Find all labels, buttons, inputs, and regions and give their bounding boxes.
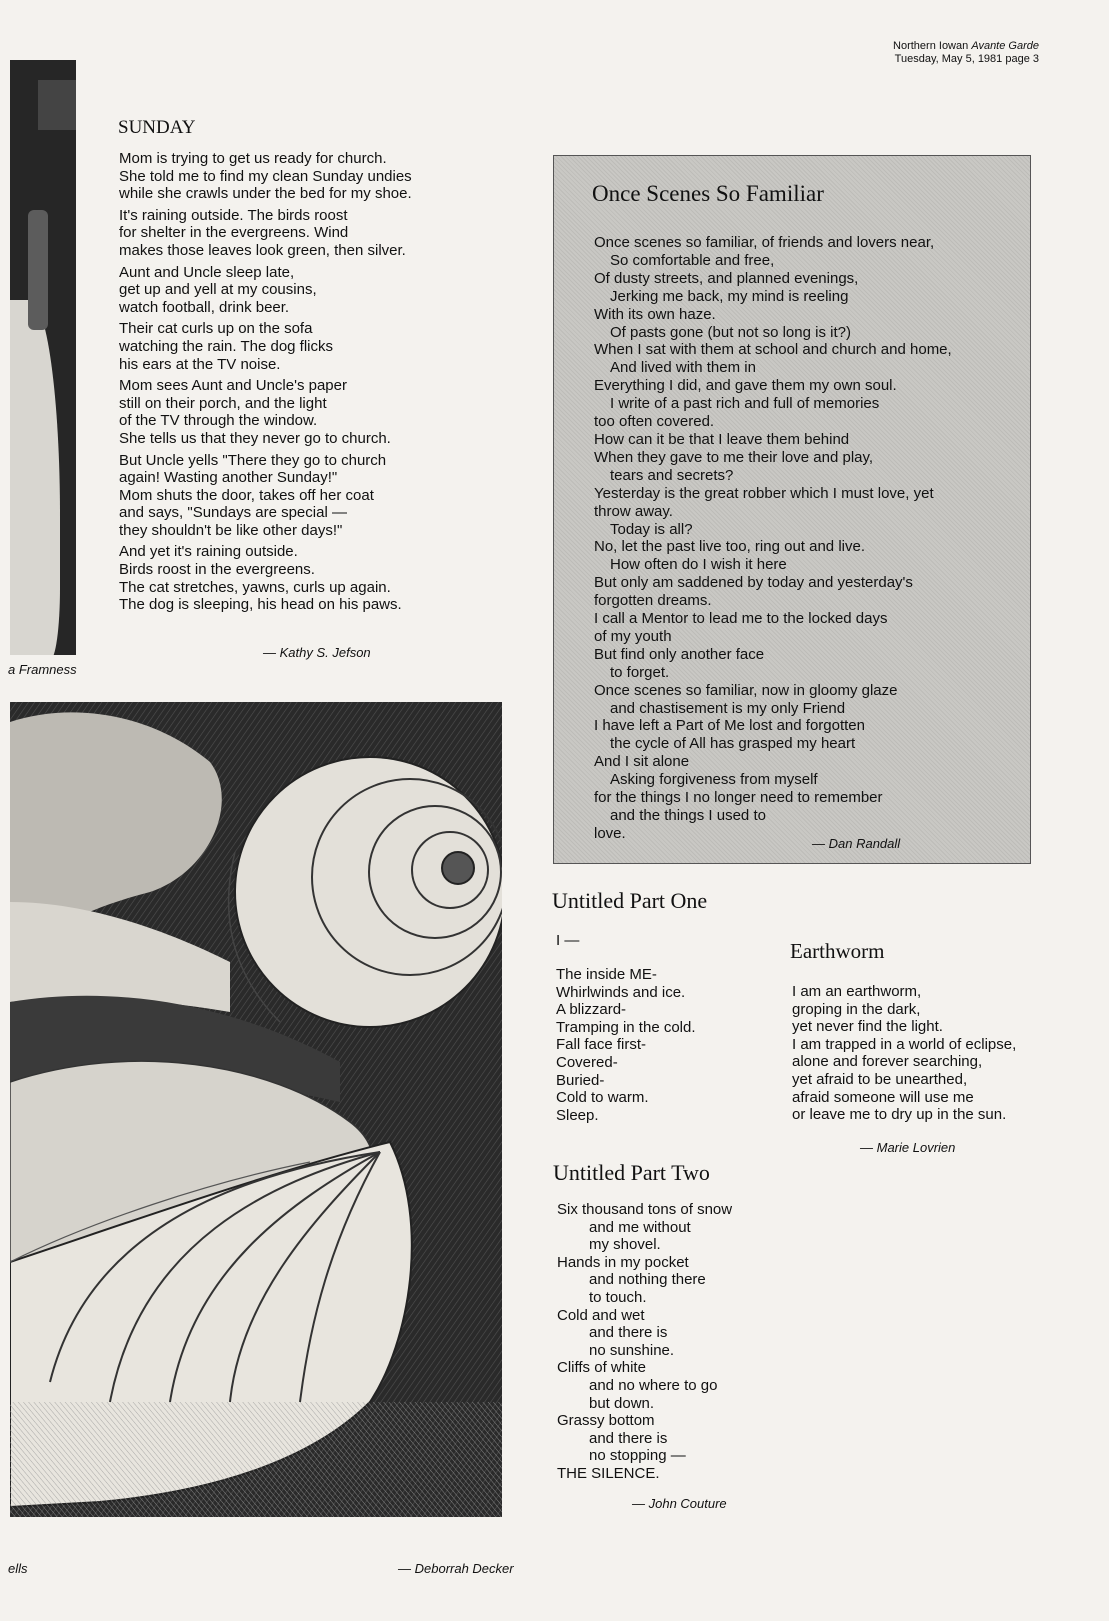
poem-line: again! Wasting another Sunday!": [119, 469, 338, 487]
poem-line: Mom sees Aunt and Uncle's paper: [119, 377, 347, 395]
poem-line: love.: [594, 824, 626, 842]
poem-line: and nothing there: [589, 1271, 706, 1289]
untitled-two-title: Untitled Part Two: [553, 1160, 710, 1185]
poem-line: So comfortable and free,: [610, 251, 775, 269]
earthworm-title: Earthworm: [790, 939, 885, 963]
poem-line: forgotten dreams.: [594, 592, 712, 610]
poem-line: The inside ME-: [556, 966, 657, 983]
caption-left-bottom: ells: [8, 1561, 28, 1576]
earthworm-poem: [792, 983, 1016, 1124]
poem-line: and me without: [589, 1218, 691, 1236]
poem-line: How often do I wish it here: [610, 556, 787, 574]
poem-line: She tells us that they never go to church.: [119, 429, 391, 447]
poem-line: Birds roost in the evergreens.: [119, 561, 315, 579]
poem-line: yet never find the light.: [792, 1018, 943, 1036]
poem-line: And I sit alone: [594, 753, 690, 771]
poem-line: or leave me to dry up in the sun.: [792, 1106, 1007, 1124]
poem-line: tears and secrets?: [610, 466, 734, 484]
untitled-one-title: Untitled Part One: [552, 888, 708, 913]
poem-line: A blizzard-: [556, 1001, 627, 1019]
poem-line: Their cat curls up on the sofa: [119, 320, 313, 338]
poem-line: Whirlwinds and ice.: [556, 983, 686, 1001]
poem-line: How can it be that I leave them behind: [594, 430, 850, 448]
shell-etching-svg: [10, 702, 502, 1517]
poem-line: Hands in my pocket: [557, 1253, 689, 1271]
earthworm-author: — Marie Lovrien: [860, 1140, 956, 1155]
etching-credit: — Deborrah Decker: [398, 1561, 514, 1576]
poem-line: throw away.: [594, 502, 673, 520]
poem-line: for the things I no longer need to remember: [594, 789, 883, 807]
poem-line: to touch.: [589, 1288, 647, 1306]
section-name: Avante Garde: [971, 40, 1039, 52]
poem-line: they shouldn't be like other days!": [119, 521, 343, 539]
poem-line: groping in the dark,: [792, 1000, 921, 1018]
poem-line: Six thousand tons of snow: [557, 1201, 733, 1218]
poem-line: I am an earthworm,: [792, 983, 922, 1000]
poem-line: his ears at the TV noise.: [119, 355, 281, 373]
poem-line: no sunshine.: [589, 1341, 675, 1359]
poem-line: no stopping —: [589, 1447, 686, 1465]
poem-line: THE SILENCE.: [557, 1464, 660, 1482]
poem-line: With its own haze.: [594, 305, 716, 323]
poem-stanza: [119, 452, 412, 540]
etching-artwork: [10, 702, 502, 1517]
poem-line: and the things I used to: [610, 807, 766, 824]
poem-line: my shovel.: [589, 1236, 661, 1254]
poem-line: Aunt and Uncle sleep late,: [119, 263, 295, 281]
poem-line: I write of a past rich and full of memories: [610, 395, 880, 413]
poem-line: The dog is sleeping, his head on his paws.: [119, 596, 402, 614]
poem-line: Buried-: [556, 1071, 605, 1089]
poem-line: Asking forgiveness from myself: [610, 771, 818, 789]
poem-stanza: [119, 150, 412, 203]
poem-line: Of dusty streets, and planned evenings,: [594, 269, 859, 287]
poem-line: But find only another face: [594, 645, 765, 663]
poem-line: I have left a Part of Me lost and forgotten: [594, 717, 865, 735]
poem-line: makes those leaves look green, then silver.: [119, 241, 406, 259]
poem-line: watching the rain. The dog flicks: [119, 337, 334, 355]
poem-line: I am trapped in a world of eclipse,: [792, 1035, 1017, 1053]
masthead: [893, 40, 1039, 66]
poem-line: But Uncle yells "There they go to church: [119, 451, 387, 469]
poem-line: Cliffs of white: [557, 1359, 646, 1377]
untitled-two-poem: [557, 1201, 732, 1483]
dateline: Tuesday, May 5, 1981 page 3: [894, 53, 1039, 65]
untitled-one-numeral: I —: [556, 932, 580, 949]
poem-line: Everything I did, and gave them my own soul.: [594, 377, 897, 395]
poem-line: watch football, drink beer.: [119, 298, 290, 316]
poem-line: No, let the past live too, ring out and live.: [594, 538, 865, 556]
sunday-poem: [119, 150, 412, 618]
poem-line: Once scenes so familiar, of friends and lovers near,: [594, 234, 935, 251]
poem-line: Today is all?: [610, 520, 693, 538]
poem-stanza: [119, 320, 412, 373]
poem-line: When they gave to me their love and play,: [594, 448, 874, 466]
poem-line: Mom shuts the door, takes off her coat: [119, 486, 374, 504]
poem-line: Cold to warm.: [556, 1089, 649, 1107]
poem-line: alone and forever searching,: [792, 1053, 983, 1071]
poem-line: Of pasts gone (but not so long is it?): [610, 323, 851, 341]
sunday-title: SUNDAY: [118, 117, 196, 138]
poem-line: and there is: [589, 1429, 668, 1447]
poem-line: still on their porch, and the light: [119, 394, 327, 412]
poem-line: and no where to go: [589, 1376, 718, 1394]
poem-line: Cold and wet: [557, 1306, 645, 1324]
artwork-top-left: [10, 60, 76, 655]
poem-line: of my youth: [594, 627, 672, 645]
once-scenes-title: Once Scenes So Familiar: [592, 181, 824, 206]
poem-line: Covered-: [556, 1053, 618, 1071]
poem-line: of the TV through the window.: [119, 412, 318, 430]
poem-line: afraid someone will use me: [792, 1088, 974, 1106]
poem-stanza: [119, 264, 412, 317]
poem-line: But only am saddened by today and yesterday's: [594, 574, 913, 592]
poem-line: while she crawls under the bed for my shoe.: [119, 185, 412, 203]
poem-line: Once scenes so familiar, now in gloomy glaze: [594, 681, 898, 699]
poem-line: She told me to find my clean Sunday undies: [119, 167, 412, 185]
once-scenes-author: — Dan Randall: [812, 836, 901, 851]
poem-line: When I sat with them at school and church and home,: [594, 341, 952, 359]
poem-stanza: [119, 207, 412, 260]
poem-line: the cycle of All has grasped my heart: [610, 735, 856, 753]
once-scenes-poem: [594, 234, 952, 843]
poem-line: get up and yell at my cousins,: [119, 281, 317, 299]
poem-line: The cat stretches, yawns, curls up again.: [119, 578, 391, 596]
poem-line: And lived with them in: [610, 359, 756, 377]
poem-line: Mom is trying to get us ready for church.: [119, 150, 387, 167]
poem-line: I call a Mentor to lead me to the locked days: [594, 610, 888, 628]
once-scenes-box: [553, 155, 1031, 864]
paper-name: Northern Iowan: [893, 40, 969, 52]
poem-line: and there is: [589, 1324, 668, 1342]
untitled-one-poem: [556, 966, 696, 1124]
caption-left-top: a Framness: [8, 662, 77, 677]
poem-line: to forget.: [610, 663, 670, 681]
untitled-two-author: — John Couture: [632, 1496, 727, 1511]
poem-line: Jerking me back, my mind is reeling: [610, 287, 849, 305]
poem-line: too often covered.: [594, 413, 715, 431]
poem-line: and says, "Sundays are special —: [119, 504, 347, 522]
poem-line: And yet it's raining outside.: [119, 543, 298, 561]
poem-stanza: [119, 543, 412, 613]
poem-line: yet afraid to be unearthed,: [792, 1070, 968, 1088]
poem-line: Yesterday is the great robber which I must love, yet: [594, 484, 934, 502]
sunday-author: — Kathy S. Jefson: [263, 645, 371, 660]
poem-line: for shelter in the evergreens. Wind: [119, 224, 349, 242]
poem-line: and chastisement is my only Friend: [610, 699, 846, 717]
poem-line: but down.: [589, 1394, 655, 1412]
poem-stanza: [119, 377, 412, 447]
poem-line: Tramping in the cold.: [556, 1018, 696, 1036]
poem-line: Grassy bottom: [557, 1412, 655, 1430]
poem-line: It's raining outside. The birds roost: [119, 206, 348, 224]
poem-line: Fall face first-: [556, 1036, 647, 1054]
poem-line: Sleep.: [556, 1106, 599, 1124]
